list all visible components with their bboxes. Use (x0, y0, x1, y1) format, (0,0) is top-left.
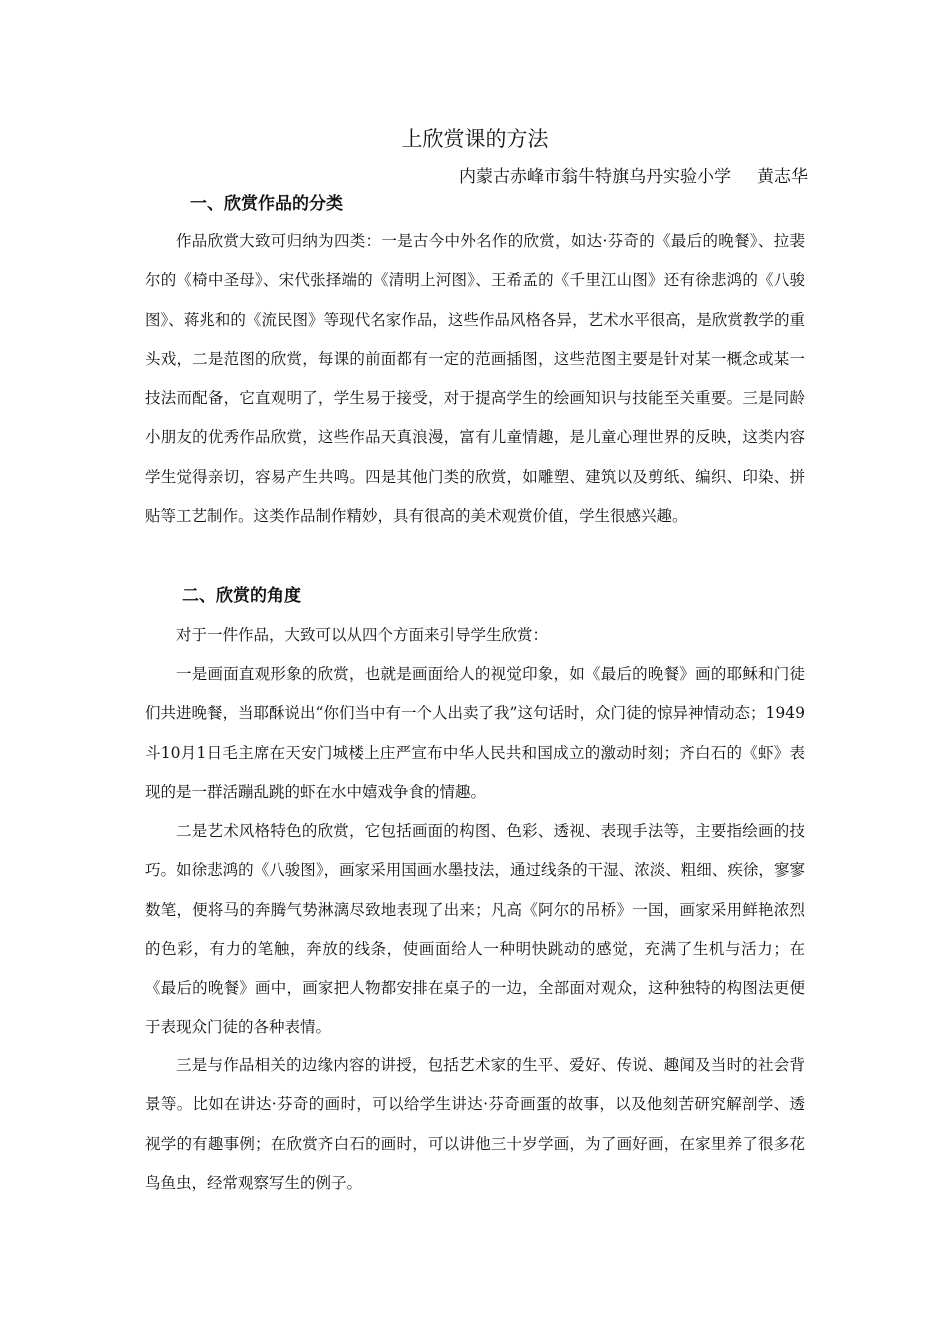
paragraph-visual-image: 一是画面直观形象的欣赏，也就是画面给人的视觉印象，如《最后的晚餐》画的耶稣和门徒们共进晚餐，当耶酥说出“你们当中有一个人出卖了我”这句话时，众门徒的惊异神情动态；1949斗10月1日毛主席在天安门城楼上庄严宣布中华人民共和国成立的激动时刻；齐白石的《虾》表现的是一群活蹦乱跳的虾在水中嬉戏争食的情趣。 (145, 665, 805, 801)
author-name: 黄志华 (757, 167, 808, 187)
paragraph-intro: 对于一件作品，大致可以从四个方面来引导学生欣赏： (176, 626, 549, 644)
document-title: 上欣赏课的方法 (401, 127, 549, 151)
school-name: 内蒙古赤峰市翁牛特旗乌丹实验小学 (459, 167, 731, 187)
byline (459, 164, 808, 190)
section-heading-perspective: 二、欣赏的角度 (182, 586, 301, 606)
paragraph-classification: 作品欣赏大致可归纳为四类：一是古今中外名作的欣赏，如达·芬奇的《最后的晚餐》、拉裴尔的《椅中圣母》、宋代张择端的《清明上河图》、王希孟的《千里江山图》还有徐悲鸿的《八骏图》、蒋兆和的《流民图》等现代名家作品，这些作品风格各异，艺术水平很高，是欣赏教学的重头戏，二是范图的欣赏，每课的前面都有一定的范画插图，这些范图主要是针对某一概念或某一技法而配备，它直观明了，学生易于接受，对于提高学生的绘画知识与技能至关重要。三是同龄小朋友的优秀作品欣赏，这些作品天真浪漫，富有儿童情趣，是儿童心理世界的反映，这类内容学生觉得亲切，容易产生共鸣。四是其他门类的欣赏，如雕塑、建筑以及剪纸、编织、印染、拼贴等工艺制作。这类作品制作精妙，具有很高的美术观赏价值，学生很感兴趣。 (145, 232, 805, 526)
section-heading-classification: 一、欣赏作品的分类 (190, 194, 343, 214)
paragraph-related-content: 三是与作品相关的边缘内容的讲授，包括艺术家的生平、爱好、传说、趣闻及当时的社会背景等。比如在讲达·芬奇的画时，可以给学生讲达·芬奇画蛋的故事，以及他刻苦研究解剖学、透视学的有趣事例；在欣赏齐白石的画时，可以讲他三十岁学画，为了画好画，在家里养了很多花鸟鱼虫，经常观察写生的例子。 (145, 1056, 805, 1192)
paragraph-art-style: 二是艺术风格特色的欣赏，它包括画面的构图、色彩、透视、表现手法等，主要指绘画的技巧。如徐悲鸿的《八骏图》，画家采用国画水墨技法，通过线条的干湿、浓淡、粗细、疾徐，寥寥数笔，便将马的奔腾气势淋漓尽致地表现了出来；凡高《阿尔的吊桥》一国，画家采用鲜艳浓烈的色彩，有力的笔触，奔放的线条，使画面给人一种明快跳动的感觉，充满了生机与活力；在《最后的晚餐》画中，画家把人物都安排在桌子的一边，全部面对观众，这种独特的构图法更便于表现众门徒的各种表情。 (145, 822, 805, 1037)
